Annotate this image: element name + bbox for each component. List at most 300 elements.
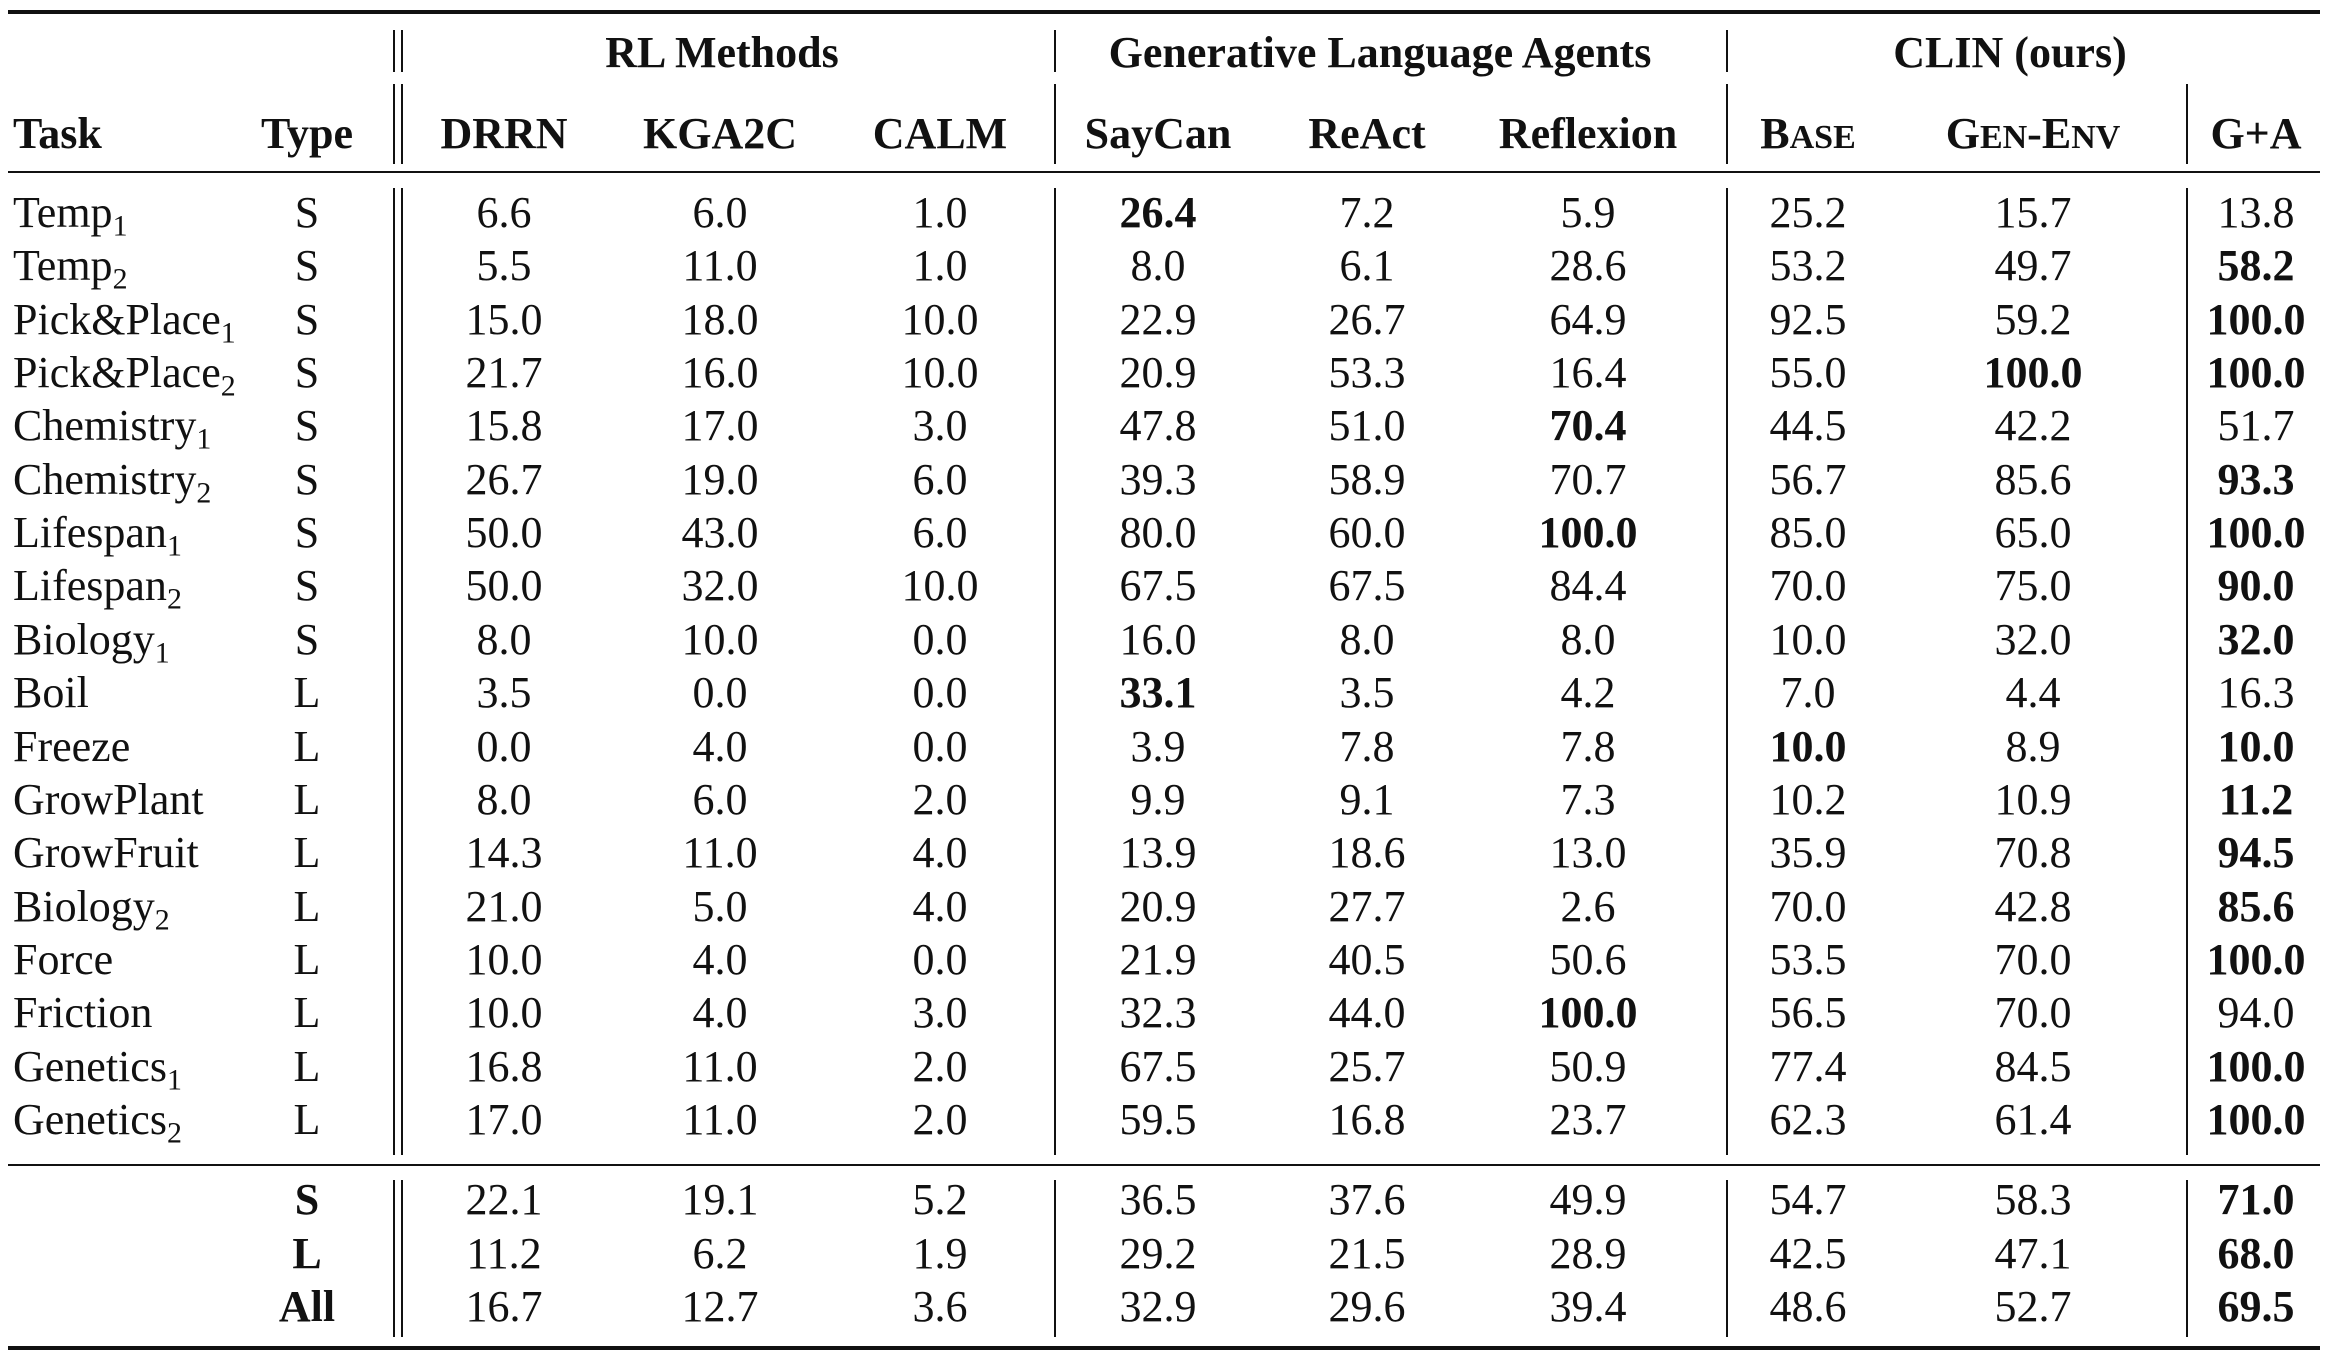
summary-saycan: 32.9: [1119, 1282, 1197, 1331]
task-type: L: [293, 721, 321, 771]
score-calm: 1.0: [912, 188, 968, 237]
score-saycan: 22.9: [1119, 294, 1197, 344]
score-saycan: 13.9: [1119, 828, 1197, 878]
score-reflexion: 16.4: [1549, 348, 1627, 398]
score-saycan: 59.5: [1119, 1094, 1197, 1144]
score-reflexion: 13.0: [1549, 828, 1627, 878]
score-saycan: 32.3: [1119, 988, 1197, 1038]
summary-saycan: 36.5: [1119, 1175, 1197, 1224]
col-header-gen-env: [1945, 109, 2121, 158]
task-name: [13, 241, 128, 296]
task-label: Temp: [13, 241, 113, 291]
task-label: Pick&Place: [13, 294, 221, 344]
score-g-plus-a: 32.0: [2217, 614, 2295, 664]
score-drrn: 5.5: [476, 241, 532, 291]
score-base: 35.9: [1769, 828, 1847, 878]
task-type: S: [294, 188, 320, 237]
task-name: [13, 508, 182, 563]
summary-react: 21.5: [1328, 1228, 1406, 1278]
task-name: [13, 668, 89, 718]
score-reflexion: 7.8: [1560, 721, 1616, 771]
col-header-base-rest: ASE: [1789, 119, 1856, 156]
summary-gen-env: 58.3: [1994, 1175, 2072, 1224]
score-kga2c: 0.0: [692, 668, 748, 718]
score-base: 53.2: [1769, 241, 1847, 291]
task-type: L: [293, 1094, 321, 1144]
summary-base: 42.5: [1769, 1228, 1847, 1278]
score-g-plus-a: 100.0: [2206, 348, 2306, 398]
group-header-generative-agents: Generative Language Agents: [1108, 28, 1652, 77]
score-kga2c: 6.0: [692, 188, 748, 237]
score-react: 7.2: [1339, 188, 1395, 237]
summary-saycan: 29.2: [1119, 1228, 1197, 1278]
task-label: Lifespan: [13, 561, 167, 611]
double-rule-right: [401, 30, 403, 72]
score-react: 6.1: [1339, 241, 1395, 291]
score-g-plus-a: 85.6: [2217, 881, 2295, 931]
summary-calm: 1.9: [912, 1228, 968, 1278]
col-header-kga2c: KGA2C: [643, 109, 797, 158]
task-name: [13, 934, 114, 984]
summary-drrn: 22.1: [465, 1175, 543, 1224]
col-header-reflexion: Reflexion: [1498, 109, 1678, 158]
score-saycan: 47.8: [1119, 401, 1197, 451]
score-saycan: 26.4: [1119, 188, 1197, 237]
summary-base: 48.6: [1769, 1282, 1847, 1331]
summary-calm: 3.6: [912, 1282, 968, 1331]
summary-gen-env: 52.7: [1994, 1282, 2072, 1331]
col-header-base-initial: B: [1760, 109, 1790, 158]
task-name: [13, 881, 170, 936]
score-g-plus-a: 90.0: [2217, 561, 2295, 611]
summary-react: 29.6: [1328, 1282, 1406, 1331]
task-subscript: 1: [196, 422, 212, 456]
score-drrn: 8.0: [476, 614, 532, 664]
score-gen-env: 59.2: [1994, 294, 2072, 344]
score-base: 10.0: [1769, 721, 1847, 771]
score-kga2c: 19.0: [681, 454, 759, 504]
score-drrn: 3.5: [476, 668, 532, 718]
task-label: Genetics: [13, 1094, 167, 1144]
task-subscript: 2: [166, 582, 182, 616]
double-rule-right: [401, 1180, 403, 1337]
task-type: S: [294, 454, 320, 504]
score-gen-env: 85.6: [1994, 454, 2072, 504]
score-base: 7.0: [1780, 668, 1836, 718]
score-react: 53.3: [1328, 348, 1406, 398]
summary-drrn: 16.7: [465, 1282, 543, 1331]
task-name: [13, 1094, 182, 1150]
score-kga2c: 11.0: [682, 1094, 758, 1144]
task-label: Genetics: [13, 1041, 167, 1091]
score-reflexion: 4.2: [1560, 668, 1616, 718]
task-label: Boil: [13, 668, 89, 718]
score-base: 44.5: [1769, 401, 1847, 451]
score-react: 58.9: [1328, 454, 1406, 504]
score-drrn: 17.0: [465, 1094, 543, 1144]
score-kga2c: 17.0: [681, 401, 759, 451]
score-react: 16.8: [1328, 1094, 1406, 1144]
task-name: [13, 1041, 182, 1096]
score-calm: 2.0: [912, 1041, 968, 1091]
score-reflexion: 84.4: [1549, 561, 1627, 611]
task-name: [13, 188, 128, 243]
score-react: 60.0: [1328, 508, 1406, 558]
double-rule-left: [393, 1180, 395, 1337]
score-base: 92.5: [1769, 294, 1847, 344]
score-calm: 10.0: [901, 561, 979, 611]
score-drrn: 6.6: [476, 188, 532, 237]
score-saycan: 80.0: [1119, 508, 1197, 558]
task-label: Temp: [13, 188, 113, 237]
score-reflexion: 100.0: [1538, 508, 1638, 558]
score-calm: 4.0: [912, 881, 968, 931]
task-type: S: [294, 561, 320, 611]
score-gen-env: 42.8: [1994, 881, 2072, 931]
score-react: 44.0: [1328, 988, 1406, 1038]
rule-after-calm: [1054, 1180, 1056, 1337]
col-header-gen-env-dash: -: [2027, 109, 2042, 158]
score-kga2c: 4.0: [692, 721, 748, 771]
score-drrn: 8.0: [476, 774, 532, 824]
score-g-plus-a: 94.5: [2217, 828, 2295, 878]
score-react: 40.5: [1328, 934, 1406, 984]
task-name: [13, 561, 182, 616]
score-calm: 1.0: [912, 241, 968, 291]
score-gen-env: 15.7: [1994, 188, 2072, 237]
summary-drrn: 11.2: [466, 1228, 542, 1278]
summary-type: All: [278, 1282, 336, 1331]
rule-after-gen-env: [2186, 188, 2188, 1155]
bottom-rule: [8, 1346, 2320, 1350]
summary-reflexion: 49.9: [1549, 1175, 1627, 1224]
score-base: 56.5: [1769, 988, 1847, 1038]
score-base: 62.3: [1769, 1094, 1847, 1144]
score-calm: 2.0: [912, 1094, 968, 1144]
score-reflexion: 7.3: [1560, 774, 1616, 824]
score-saycan: 67.5: [1119, 561, 1197, 611]
task-label: Force: [13, 934, 114, 984]
task-subscript: 2: [166, 1116, 182, 1150]
score-saycan: 8.0: [1130, 241, 1186, 291]
score-reflexion: 8.0: [1560, 614, 1616, 664]
col-header-calm: CALM: [872, 109, 1008, 158]
score-base: 25.2: [1769, 188, 1847, 237]
col-header-gen-env-nv: NV: [2071, 119, 2121, 156]
summary-g-plus-a: 71.0: [2217, 1175, 2295, 1224]
task-type: S: [294, 401, 320, 451]
task-name: [13, 828, 199, 878]
score-gen-env: 75.0: [1994, 561, 2072, 611]
score-react: 18.6: [1328, 828, 1406, 878]
score-reflexion: 100.0: [1538, 988, 1638, 1038]
score-g-plus-a: 94.0: [2217, 988, 2295, 1038]
score-reflexion: 2.6: [1560, 881, 1616, 931]
score-drrn: 21.0: [465, 881, 543, 931]
score-saycan: 67.5: [1119, 1041, 1197, 1091]
score-gen-env: 10.9: [1994, 774, 2072, 824]
task-type: S: [294, 241, 320, 291]
rule-after-gen-env: [2186, 84, 2188, 164]
col-header-type: Type: [260, 109, 354, 158]
score-g-plus-a: 58.2: [2217, 241, 2295, 291]
task-type: L: [293, 934, 321, 984]
score-base: 10.0: [1769, 614, 1847, 664]
score-reflexion: 64.9: [1549, 294, 1627, 344]
double-rule-right: [401, 188, 403, 1155]
score-saycan: 21.9: [1119, 934, 1197, 984]
score-drrn: 50.0: [465, 508, 543, 558]
summary-react: 37.6: [1328, 1175, 1406, 1224]
score-g-plus-a: 100.0: [2206, 934, 2306, 984]
summary-gen-env: 47.1: [1994, 1228, 2072, 1278]
task-label: Freeze: [13, 721, 131, 771]
score-calm: 6.0: [912, 454, 968, 504]
task-label: Friction: [13, 988, 153, 1038]
score-reflexion: 50.9: [1549, 1041, 1627, 1091]
score-kga2c: 5.0: [692, 881, 748, 931]
score-g-plus-a: 100.0: [2206, 508, 2306, 558]
task-name: [13, 614, 170, 670]
task-type: S: [294, 508, 320, 558]
score-drrn: 10.0: [465, 988, 543, 1038]
score-react: 7.8: [1339, 721, 1395, 771]
score-g-plus-a: 13.8: [2217, 188, 2295, 237]
score-react: 26.7: [1328, 294, 1406, 344]
score-g-plus-a: 11.2: [2218, 774, 2294, 824]
task-name: [13, 988, 153, 1038]
rule-after-gen-env: [2186, 1180, 2188, 1337]
score-reflexion: 50.6: [1549, 934, 1627, 984]
score-base: 10.2: [1769, 774, 1847, 824]
header-rule: [8, 171, 2320, 173]
score-kga2c: 10.0: [681, 614, 759, 664]
summary-reflexion: 39.4: [1549, 1282, 1627, 1331]
double-rule-left: [393, 188, 395, 1155]
score-calm: 4.0: [912, 828, 968, 878]
task-subscript: 2: [196, 476, 212, 510]
score-gen-env: 4.4: [2005, 668, 2061, 718]
score-gen-env: 65.0: [1994, 508, 2072, 558]
task-label: Pick&Place: [13, 348, 221, 398]
task-subscript: 2: [154, 902, 170, 936]
double-rule-right: [401, 84, 403, 164]
score-calm: 3.0: [912, 401, 968, 451]
score-drrn: 0.0: [476, 721, 532, 771]
summary-reflexion: 28.9: [1549, 1228, 1627, 1278]
score-drrn: 14.3: [465, 828, 543, 878]
score-drrn: 10.0: [465, 934, 543, 984]
task-type: L: [293, 668, 321, 718]
score-kga2c: 16.0: [681, 348, 759, 398]
score-gen-env: 8.9: [2005, 721, 2061, 771]
score-gen-env: 70.0: [1994, 934, 2072, 984]
score-react: 3.5: [1339, 668, 1395, 718]
score-gen-env: 84.5: [1994, 1041, 2072, 1091]
task-type: L: [293, 828, 321, 878]
task-name: [13, 721, 131, 771]
summary-type: L: [292, 1228, 322, 1278]
task-label: GrowFruit: [13, 828, 199, 878]
double-rule-left: [393, 30, 395, 72]
col-header-react: ReAct: [1308, 109, 1426, 158]
col-header-gen-env-g: G: [1945, 109, 1980, 158]
double-rule-left: [393, 84, 395, 164]
task-name: [13, 348, 236, 403]
score-base: 53.5: [1769, 934, 1847, 984]
task-subscript: 1: [112, 209, 128, 243]
score-calm: 10.0: [901, 294, 979, 344]
score-calm: 10.0: [901, 348, 979, 398]
score-calm: 0.0: [912, 614, 968, 664]
score-base: 55.0: [1769, 348, 1847, 398]
rule-after-calm: [1054, 30, 1056, 72]
score-saycan: 9.9: [1130, 774, 1186, 824]
rule-after-reflexion: [1726, 30, 1728, 72]
task-subscript: 1: [166, 529, 182, 563]
col-header-saycan: SayCan: [1084, 109, 1232, 158]
score-reflexion: 23.7: [1549, 1094, 1627, 1144]
score-react: 67.5: [1328, 561, 1406, 611]
score-kga2c: 11.0: [682, 828, 758, 878]
score-saycan: 20.9: [1119, 348, 1197, 398]
group-header-rl: RL Methods: [605, 28, 839, 77]
score-gen-env: 49.7: [1994, 241, 2072, 291]
summary-kga2c: 12.7: [681, 1282, 759, 1331]
score-drrn: 21.7: [465, 348, 543, 398]
task-label: Biology: [13, 614, 155, 664]
score-gen-env: 32.0: [1994, 614, 2072, 664]
task-label: Chemistry: [13, 454, 197, 504]
summary-kga2c: 6.2: [692, 1228, 748, 1278]
score-calm: 2.0: [912, 774, 968, 824]
rule-after-reflexion: [1726, 84, 1728, 164]
group-header-clin: CLIN (ours): [1893, 28, 2127, 77]
score-gen-env: 70.0: [1994, 988, 2072, 1038]
rule-after-reflexion: [1726, 188, 1728, 1155]
score-gen-env: 42.2: [1994, 401, 2072, 451]
score-gen-env: 100.0: [1983, 348, 2083, 398]
col-header-task: Task: [13, 109, 102, 158]
task-subscript: 2: [220, 369, 236, 403]
summary-g-plus-a: 68.0: [2217, 1228, 2295, 1278]
score-g-plus-a: 100.0: [2206, 1041, 2306, 1091]
col-header-g-plus-a: G+A: [2210, 109, 2302, 158]
score-gen-env: 70.8: [1994, 828, 2072, 878]
summary-rule: [8, 1164, 2320, 1166]
summary-kga2c: 19.1: [681, 1175, 759, 1224]
task-subscript: 1: [154, 636, 170, 670]
score-reflexion: 70.7: [1549, 454, 1627, 504]
score-react: 27.7: [1328, 881, 1406, 931]
task-type: L: [293, 988, 321, 1038]
task-type: S: [294, 294, 320, 344]
task-subscript: 2: [112, 262, 128, 296]
score-drrn: 16.8: [465, 1041, 543, 1091]
score-saycan: 33.1: [1119, 668, 1197, 718]
score-reflexion: 5.9: [1560, 188, 1616, 237]
score-calm: 6.0: [912, 508, 968, 558]
score-saycan: 39.3: [1119, 454, 1197, 504]
task-type: S: [294, 348, 320, 398]
task-name: [13, 774, 204, 824]
score-g-plus-a: 100.0: [2206, 1094, 2306, 1144]
top-rule: [8, 10, 2320, 14]
score-calm: 0.0: [912, 668, 968, 718]
score-base: 70.0: [1769, 561, 1847, 611]
score-react: 8.0: [1339, 614, 1395, 664]
score-g-plus-a: 16.3: [2217, 668, 2295, 718]
score-kga2c: 18.0: [681, 294, 759, 344]
score-base: 70.0: [1769, 881, 1847, 931]
col-header-gen-env-en: EN: [1979, 119, 2028, 156]
score-g-plus-a: 10.0: [2217, 721, 2295, 771]
task-type: L: [293, 1041, 321, 1091]
task-subscript: 1: [166, 1062, 182, 1096]
score-react: 9.1: [1339, 774, 1395, 824]
score-drrn: 15.0: [465, 294, 543, 344]
score-calm: 0.0: [912, 934, 968, 984]
task-type: L: [293, 881, 321, 931]
score-drrn: 15.8: [465, 401, 543, 451]
score-drrn: 26.7: [465, 454, 543, 504]
summary-base: 54.7: [1769, 1175, 1847, 1224]
task-name: [13, 401, 212, 456]
score-gen-env: 61.4: [1994, 1094, 2072, 1144]
score-g-plus-a: 93.3: [2217, 454, 2295, 504]
task-type: S: [294, 614, 320, 664]
score-saycan: 16.0: [1119, 614, 1197, 664]
col-header-gen-env-e: E: [2041, 109, 2072, 158]
task-name: [13, 294, 236, 350]
score-kga2c: 11.0: [682, 241, 758, 291]
score-kga2c: 6.0: [692, 774, 748, 824]
score-kga2c: 43.0: [681, 508, 759, 558]
score-kga2c: 4.0: [692, 988, 748, 1038]
rule-after-calm: [1054, 188, 1056, 1155]
score-react: 51.0: [1328, 401, 1406, 451]
score-reflexion: 70.4: [1549, 401, 1627, 451]
task-label: Biology: [13, 881, 155, 931]
score-saycan: 3.9: [1130, 721, 1186, 771]
col-header-base: [1760, 109, 1856, 158]
task-label: GrowPlant: [13, 774, 204, 824]
score-reflexion: 28.6: [1549, 241, 1627, 291]
task-name: [13, 454, 212, 510]
rule-after-reflexion: [1726, 1180, 1728, 1337]
score-kga2c: 11.0: [682, 1041, 758, 1091]
summary-calm: 5.2: [912, 1175, 968, 1224]
task-type: L: [293, 774, 321, 824]
col-header-drrn: DRRN: [440, 109, 568, 158]
summary-type: S: [294, 1175, 320, 1224]
score-g-plus-a: 100.0: [2206, 294, 2306, 344]
task-label: Lifespan: [13, 508, 167, 558]
summary-g-plus-a: 69.5: [2217, 1282, 2295, 1331]
score-base: 77.4: [1769, 1041, 1847, 1091]
score-kga2c: 4.0: [692, 934, 748, 984]
task-label: Chemistry: [13, 401, 197, 451]
score-g-plus-a: 51.7: [2217, 401, 2295, 451]
score-kga2c: 32.0: [681, 561, 759, 611]
score-saycan: 20.9: [1119, 881, 1197, 931]
score-base: 85.0: [1769, 508, 1847, 558]
score-calm: 0.0: [912, 721, 968, 771]
score-base: 56.7: [1769, 454, 1847, 504]
task-subscript: 1: [220, 316, 236, 350]
score-drrn: 50.0: [465, 561, 543, 611]
rule-after-calm: [1054, 84, 1056, 164]
